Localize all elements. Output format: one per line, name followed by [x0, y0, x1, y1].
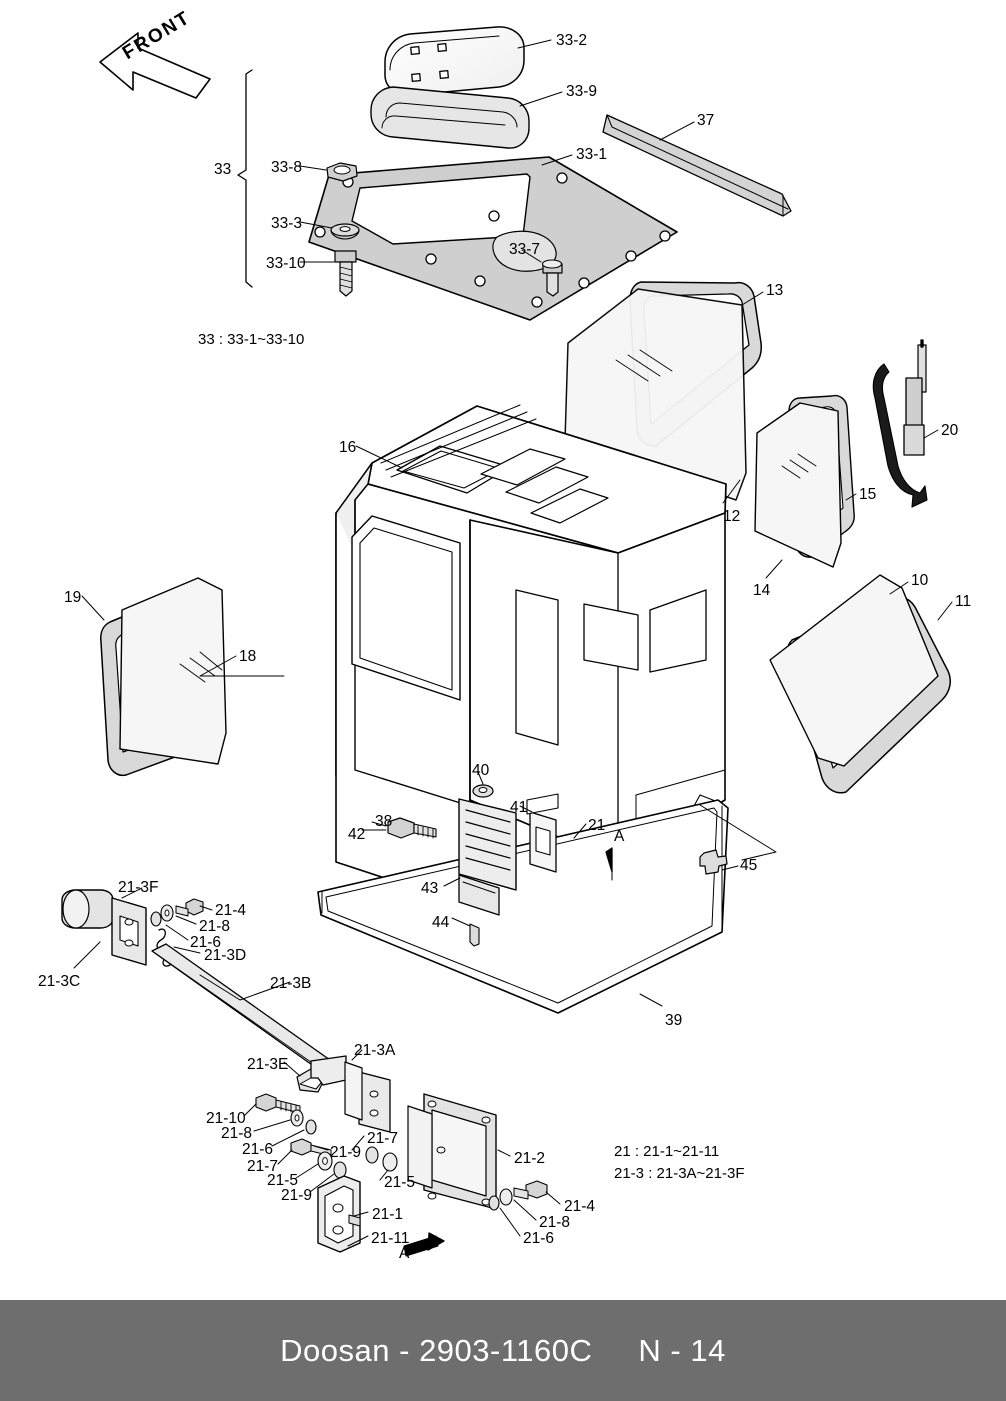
part-21-6-upper-washer	[151, 912, 161, 926]
part-41-switch-panel	[527, 794, 558, 872]
part-33-9-gasket	[371, 87, 529, 148]
part-21-4-upper-bolt	[176, 899, 203, 916]
callout-c-21-9b: 21-9	[281, 1187, 313, 1204]
part-21-6-lower-washer	[489, 1196, 499, 1210]
callout-c-38: 38	[375, 813, 393, 830]
callout-c-21-7a: 21-7	[367, 1130, 399, 1147]
callout-c-21-8c: 21-8	[539, 1214, 571, 1231]
callout-c-21-1: 21-1	[372, 1206, 404, 1223]
note-33-range: 33 : 33-1~33-10	[198, 331, 305, 348]
part-33-1-roof-plate	[309, 157, 677, 320]
callout-c-20: 20	[941, 422, 959, 439]
part-21-6-washer	[306, 1120, 316, 1134]
callout-c-21-2: 21-2	[514, 1150, 546, 1167]
part-33-10-bolt	[335, 251, 356, 296]
part-18-door-glass	[120, 578, 226, 764]
part-21-11-pin	[404, 1233, 444, 1256]
part-21-5-washer-b	[383, 1153, 397, 1171]
callout-c-21-3F: 21-3F	[118, 879, 159, 896]
callout-c-16: 16	[339, 439, 357, 456]
callout-c-21: 21	[588, 817, 606, 834]
callout-c-33-2: 33-2	[556, 32, 588, 49]
part-21-8-washer	[291, 1110, 303, 1126]
footer-page-number: N - 14	[638, 1332, 726, 1368]
callout-c-33-3: 33-3	[271, 215, 303, 232]
callout-c-33-10: 33-10	[266, 255, 306, 272]
callout-c-21-3E: 21-3E	[247, 1056, 289, 1073]
callout-c-21-11: 21-11	[371, 1230, 410, 1247]
part-33-2-hatch-cover	[385, 27, 524, 95]
part-21-3F-roller	[62, 890, 113, 928]
part-43-vent-grille	[459, 799, 516, 890]
callout-c-21-3C: 21-3C	[38, 973, 81, 990]
part-21-8-upper-washer	[161, 905, 173, 921]
part-21-3C-striker	[112, 898, 146, 965]
part-14-small-glass	[755, 403, 841, 567]
callout-c-21-10: 21-10	[206, 1110, 246, 1127]
callout-c-37: 37	[697, 112, 715, 129]
note-21-3-range: 21-3 : 21-3A~21-3F	[614, 1165, 745, 1182]
part-21-9-washer-b	[366, 1147, 378, 1163]
part-21-10-bolt	[256, 1094, 300, 1113]
callout-c-21-3D: 21-3D	[204, 947, 247, 964]
callout-c-44: 44	[432, 914, 450, 931]
callout-c-21-7b: 21-7	[247, 1158, 279, 1175]
callout-c-39: 39	[665, 1012, 683, 1029]
part-21-2-cover	[408, 1094, 496, 1209]
callout-c-11: 11	[955, 593, 972, 610]
callout-c-33-7: 33-7	[509, 241, 541, 258]
callout-c-21-6b: 21-6	[242, 1141, 274, 1158]
callout-c-41: 41	[510, 799, 528, 816]
part-21-1-latch-body	[318, 1176, 360, 1252]
footer-brand-partnumber: Doosan - 2903-1160C	[280, 1332, 593, 1368]
part-21-4-lower-bolt	[514, 1181, 547, 1199]
callout-c-10: 10	[911, 572, 929, 589]
callout-c-21-4b: 21-4	[564, 1198, 596, 1215]
section-marker-a-lower: A	[399, 1245, 410, 1262]
front-arrow-label: FRONT	[119, 7, 195, 65]
callout-c-21-3B: 21-3B	[270, 975, 312, 992]
callout-c-21-8b: 21-8	[221, 1125, 253, 1142]
callout-c-13: 13	[766, 282, 784, 299]
callout-c-21-6a: 21-6	[190, 934, 222, 951]
callout-c-42: 42	[348, 826, 366, 843]
callout-c-21-5a: 21-5	[267, 1172, 299, 1189]
callout-c-33: 33	[214, 161, 232, 178]
callout-c-12: 12	[723, 508, 741, 525]
callout-c-43: 43	[421, 880, 439, 897]
part-20-gas-cylinder	[873, 340, 927, 507]
group-bracket-33	[238, 70, 252, 287]
note-21-range: 21 : 21-1~21-11	[614, 1143, 720, 1160]
footer-bar	[0, 1300, 1006, 1401]
callout-c-21-4a: 21-4	[215, 902, 247, 919]
callout-c-21-5b: 21-5	[384, 1174, 416, 1191]
section-marker-a-upper: A	[614, 828, 625, 845]
callout-c-14: 14	[753, 582, 771, 599]
part-21-3A-bracket	[311, 1056, 390, 1132]
callout-c-21-6c: 21-6	[523, 1230, 555, 1247]
callout-c-21-9a: 21-9	[330, 1144, 362, 1161]
callout-c-15: 15	[859, 486, 877, 503]
callout-c-21-8a: 21-8	[199, 918, 231, 935]
callout-c-45: 45	[740, 857, 758, 874]
callout-c-18: 18	[239, 648, 257, 665]
callout-c-33-8: 33-8	[271, 159, 303, 176]
callout-c-33-9: 33-9	[566, 83, 598, 100]
part-21-8-lower-washer	[500, 1189, 512, 1205]
part-40-bolt	[473, 785, 493, 797]
callout-c-19: 19	[64, 589, 82, 606]
callout-c-33-1: 33-1	[576, 146, 608, 163]
callout-c-40: 40	[472, 762, 490, 779]
part-37-weather-strip	[603, 112, 791, 216]
callout-c-21-3A: 21-3A	[354, 1042, 396, 1059]
